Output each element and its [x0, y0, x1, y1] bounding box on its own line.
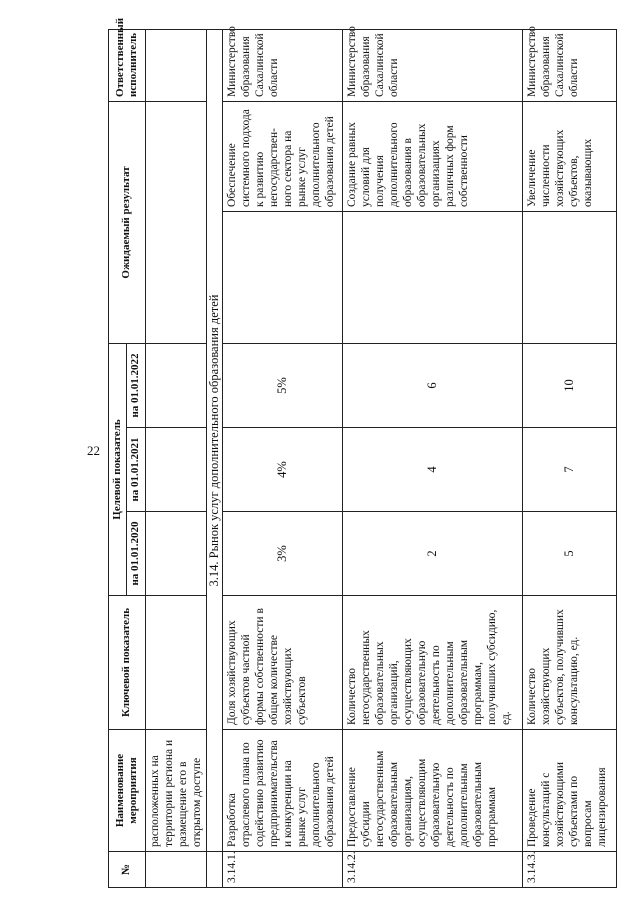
row-num: 3.14.1. [223, 852, 343, 888]
header-result: Ожидаемый результат [109, 101, 146, 343]
header-num: № [109, 852, 146, 888]
row-value-2020: 5 [523, 512, 617, 596]
row-num: 3.14.2. [343, 852, 523, 888]
header-target: Целевой показатель [109, 343, 127, 595]
header-target-2022: на 01.01.2022 [127, 343, 145, 427]
row-value-2021: 4 [343, 428, 523, 512]
row-responsible: Министерство образования Сахалинской области [343, 29, 523, 101]
header-responsible: Ответственный исполнитель [109, 29, 146, 101]
section-row [206, 29, 222, 887]
header-name: Наименование мероприятия [109, 730, 146, 852]
row-indicator: Количество негосударственных образовательных организаций, осуществляющих образовательную деятельность по дополнительным образовательным программам, получивших субсидию, ед. [343, 596, 523, 730]
row-indicator: Доля хозяйствующих субъектов частной формы собственности в общем количестве хозяйствующих субъектов [223, 596, 343, 730]
header-target-2021: на 01.01.2021 [127, 428, 145, 512]
row-responsible: Министерство образования Сахалинской области [223, 29, 343, 101]
header-indicator: Ключевой показатель [109, 596, 146, 730]
row-value-2022: 6 [343, 343, 523, 427]
row-value-2021: 4% [223, 428, 343, 512]
row-value-2022: 5% [223, 343, 343, 427]
row-indicator: Количество хозяйствующих субъектов, получивших консультацию, ед. [523, 596, 617, 730]
page-number: 22 [87, 443, 100, 458]
row-value-2022: 10 [523, 343, 617, 427]
section-title: 3.14. Рынок услуг дополнительного образования детей [206, 29, 222, 851]
row-value-2020: 2 [343, 512, 523, 596]
row-value-2020: 3% [223, 512, 343, 596]
table-row [343, 29, 523, 887]
row-name: Разработка отраслевого плана по содействию развитию предпринимательства и конкуренции на рынке услуг дополнительного образования детей [223, 730, 343, 852]
row-name: Проведение консультаций с хозяйствующими субъектами по вопросам лицензирования [523, 730, 617, 852]
row-result: Обеспечение системного подхода к развитию негосударствен-ного сектора на рынке услуг дополнительного образования детей [223, 101, 343, 211]
row-result: Создание равных условий для получения дополнительного образования в образовательных организациях различных форм собственности [343, 101, 523, 211]
row-value-2021: 7 [523, 428, 617, 512]
continuation-row [145, 29, 206, 887]
table-row [523, 29, 617, 887]
row-num: 3.14.3. [523, 852, 617, 888]
header-target-2020: на 01.01.2020 [127, 512, 145, 596]
row-responsible: Министерство образования Сахалинской области [523, 29, 617, 101]
row-result: Увеличение численности хозяйствующих субъектов, оказывающих [523, 101, 617, 211]
measures-table [108, 17, 617, 888]
continuation-name: расположенных на территории региона и размещение его в открытом доступе [145, 730, 206, 852]
table-row [223, 29, 343, 887]
row-name: Предоставление субсидии негосударственным образовательным организациям, осуществляющим образовательную деятельность по дополнительным образовательным программам [343, 730, 523, 852]
rotated-page [108, 17, 609, 888]
